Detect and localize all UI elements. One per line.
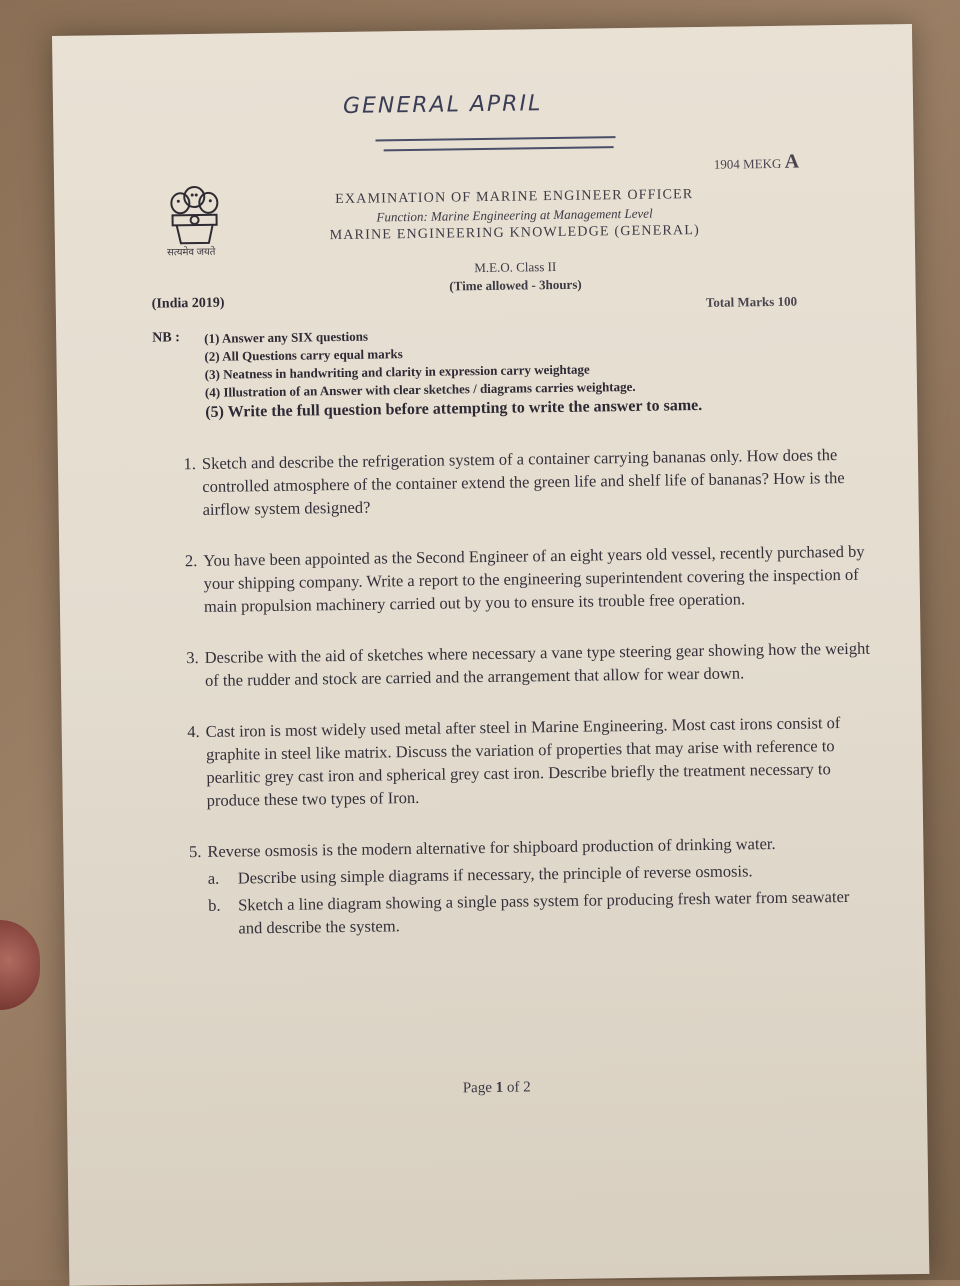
question-number: 3. bbox=[186, 648, 199, 668]
exam-title: EXAMINATION OF MARINE ENGINEER OFFICER bbox=[335, 187, 694, 208]
question-number: 1. bbox=[183, 454, 197, 474]
exam-function: Function: Marine Engineering at Management Level bbox=[376, 205, 653, 225]
region-year: (India 2019) bbox=[151, 295, 225, 312]
question-number: 4. bbox=[187, 722, 200, 742]
page-prefix: Page bbox=[462, 1079, 493, 1097]
sub-question-text: Describe using simple diagrams if necessary, the principle of reverse osmosis. bbox=[237, 861, 753, 888]
time-allowed: (Time allowed - 3hours) bbox=[449, 276, 582, 294]
thumb bbox=[0, 920, 40, 1010]
question-3 bbox=[171, 637, 872, 693]
page-total: 2 bbox=[523, 1079, 531, 1096]
question-text: Reverse osmosis is the modern alternative for shipboard production of drinking water. bbox=[207, 833, 776, 861]
question-number: 2. bbox=[184, 551, 198, 571]
page-current: 1 bbox=[495, 1079, 504, 1096]
question-5 bbox=[173, 831, 874, 941]
total-marks: Total Marks 100 bbox=[705, 293, 798, 310]
paper-set: A bbox=[784, 150, 800, 173]
nb-label: NB : bbox=[152, 330, 180, 346]
page-of: of bbox=[506, 1079, 520, 1096]
question-text: You have been appointed as the Second Engineer of an eight years old vessel, recently purchased by your shipping company. Write a report to the engineering superintendent covering the inspection of main propulsion machinery carried out by you to ensure its trouble free operation. bbox=[203, 541, 865, 616]
handwritten-underline bbox=[384, 146, 614, 151]
question-4 bbox=[172, 711, 873, 813]
question-1 bbox=[168, 443, 869, 522]
question-2 bbox=[169, 540, 870, 619]
instruction-item: (2) All Questions carry equal marks bbox=[204, 346, 403, 364]
handwritten-note: GENERAL APRIL bbox=[342, 91, 543, 119]
instruction-item: (1) Answer any SIX questions bbox=[204, 328, 369, 346]
handwritten-underline bbox=[375, 136, 615, 141]
question-text: Describe with the aid of sketches where necessary a vane type steering gear showing how the weight of the rudder and stock are carried and the arrangement that allow for wear down. bbox=[204, 638, 871, 690]
instructions-list bbox=[204, 321, 845, 424]
sub-question-b bbox=[208, 885, 875, 940]
paper-code-text: 1904 MEKG bbox=[713, 155, 782, 172]
emblem-caption: सत्यमेव जयते bbox=[166, 246, 216, 259]
paper-code bbox=[714, 151, 800, 175]
instruction-item: (3) Neatness in handwriting and clarity in expression carry weightage bbox=[204, 361, 590, 382]
questions-list bbox=[168, 443, 875, 969]
sub-question-text: Sketch a line diagram showing a single pass system for producing fresh water from seawater and describe the system. bbox=[238, 886, 850, 938]
sub-question-letter: a. bbox=[207, 868, 220, 888]
exam-sheet bbox=[52, 24, 929, 1286]
instruction-item: (5) Write the full question before attempting to write the answer to same. bbox=[205, 396, 703, 421]
exam-subject: MARINE ENGINEERING KNOWLEDGE (GENERAL) bbox=[329, 222, 701, 244]
question-text: Cast iron is most widely used metal after steel in Marine Engineering. Most cast irons consist of graphite in steel like matrix. Discuss the variation of properties that may arise with reference to pearlitic grey cast iron and spherical grey cast iron. Describe briefly the treatment necessary to produce these two types of Iron. bbox=[205, 713, 841, 810]
page-number bbox=[67, 1074, 927, 1103]
question-text: Sketch and describe the refrigeration system of a container carrying bananas only. How does the controlled atmosphere of the container extend the green life and shelf life of bananas? How is the airflow system designed? bbox=[201, 445, 845, 519]
instruction-item: (4) Illustration of an Answer with clear sketches / diagrams carries weightage. bbox=[204, 378, 636, 400]
exam-class: M.E.O. Class II bbox=[474, 258, 557, 276]
sub-question-letter: b. bbox=[208, 895, 221, 915]
question-number: 5. bbox=[188, 841, 202, 862]
